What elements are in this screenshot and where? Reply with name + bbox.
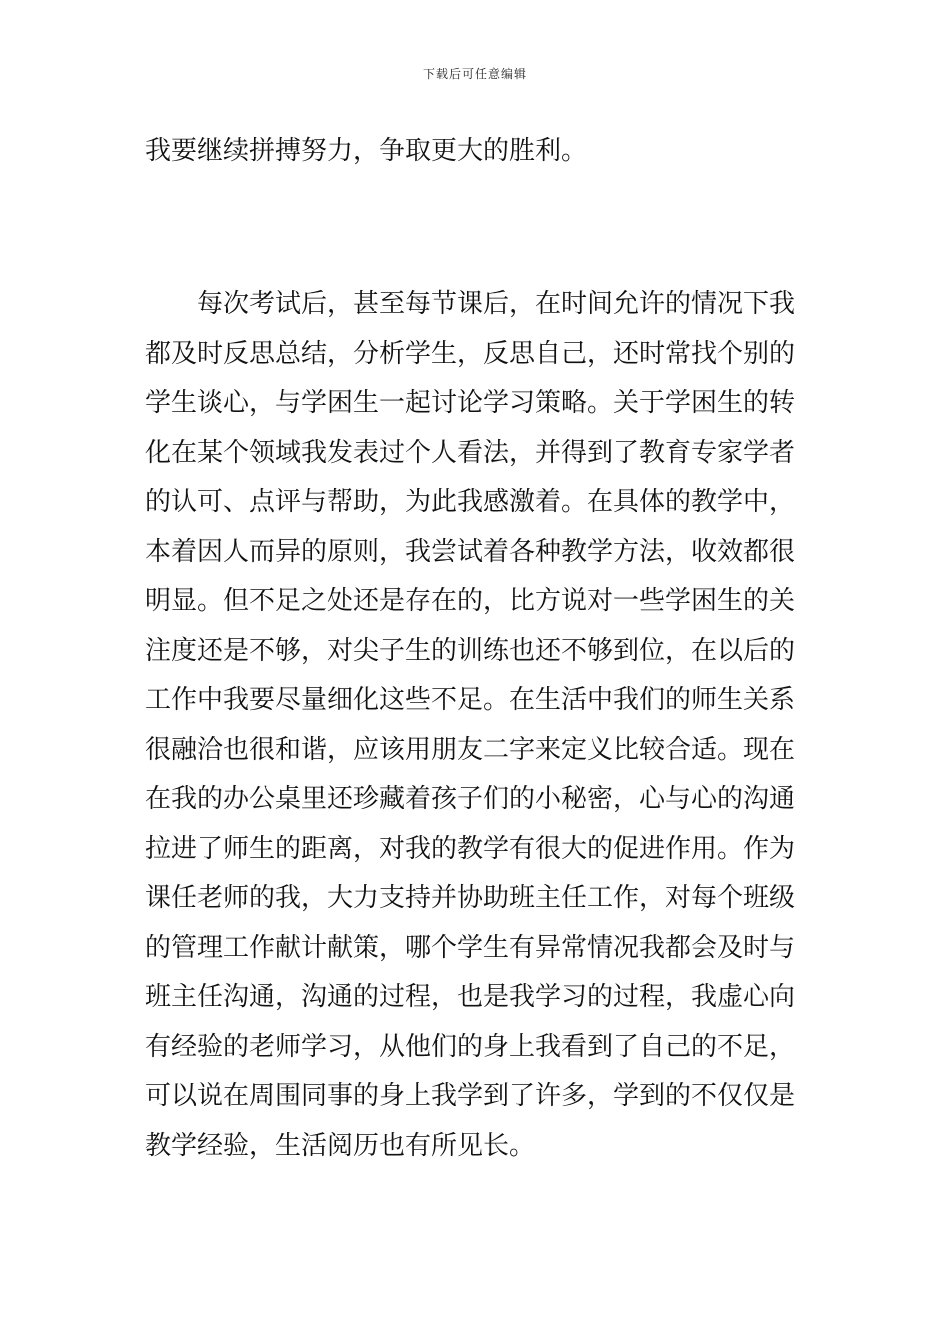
lead-sentence: 我要继续拼搏努力，争取更大的胜利。 [145,136,588,166]
paragraph-line: 很融洽也很和谐，应该用朋友二字来定义比较合适。现在 [145,734,796,765]
paragraph-line: 可以说在周围同事的身上我学到了许多，学到的不仅仅是 [145,1081,796,1111]
paragraph-line: 本着因人而异的原则，我尝试着各种教学方法，收效都很 [145,536,796,567]
header-note: 下载后可任意编辑 [422,67,527,81]
paragraph-line: 都及时反思总结，分析学生，反思自己，还时常找个别的 [145,338,796,369]
paragraph-line: 课任老师的我，大力支持并协助班主任工作，对每个班级 [145,883,796,913]
paragraph-line: 的认可、点评与帮助，为此我感激着。在具体的教学中， [145,487,796,517]
paragraph-line: 每次考试后，甚至每节课后，在时间允许的情况下我 [197,289,796,319]
paragraph-line: 明显。但不足之处还是存在的，比方说对一些学困生的关 [145,586,796,616]
paragraph-line: 拉进了师生的距离，对我的教学有很大的促进作用。作为 [145,833,796,864]
paragraph-line: 教学经验，生活阅历也有所见长。 [145,1130,536,1161]
paragraph-line: 有经验的老师学习，从他们的身上我看到了自己的不足， [145,1031,796,1062]
paragraph-line: 在我的办公桌里还珍藏着孩子们的小秘密，心与心的沟通 [145,784,796,814]
paragraph-line: 的管理工作献计献策，哪个学生有异常情况我都会及时与 [145,932,796,963]
body-paragraph [145,280,815,1171]
paragraph-line: 班主任沟通，沟通的过程，也是我学习的过程，我虚心向 [145,982,796,1012]
paragraph-line: 学生谈心，与学困生一起讨论学习策略。关于学困生的转 [145,388,796,418]
paragraph-line: 注度还是不够，对尖子生的训练也还不够到位，在以后的 [145,635,796,666]
paragraph-line: 工作中我要尽量细化这些不足。在生活中我们的师生关系 [145,685,796,715]
paragraph-line: 化在某个领域我发表过个人看法，并得到了教育专家学者 [145,437,796,468]
